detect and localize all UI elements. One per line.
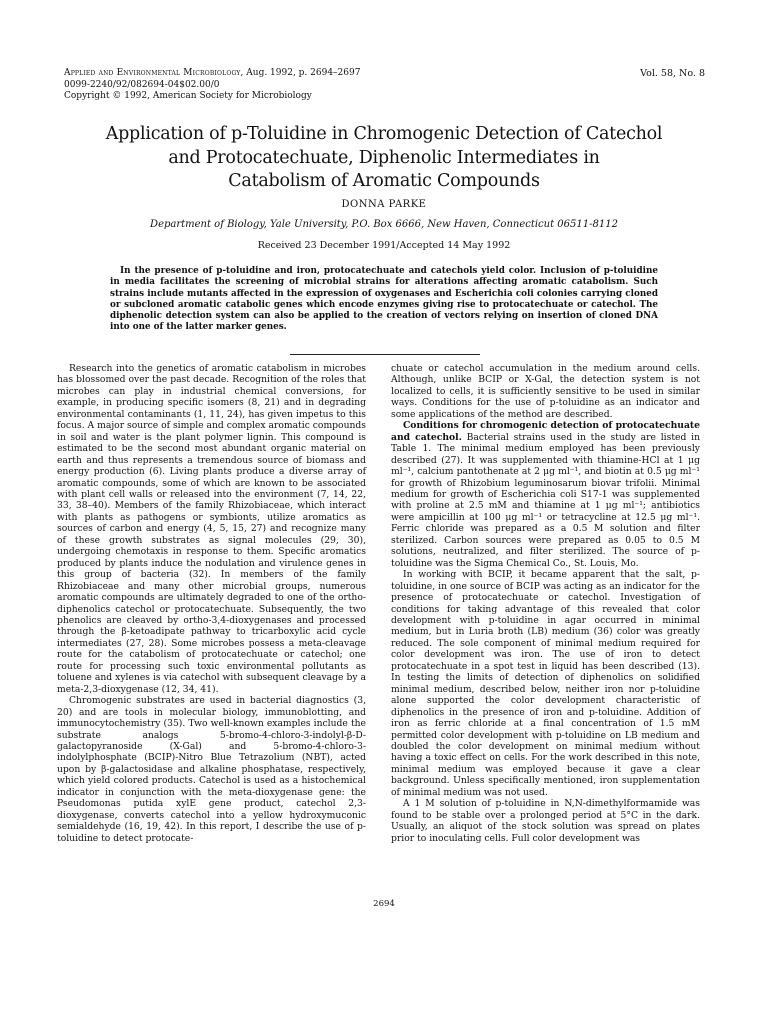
page-number: 2694 (373, 899, 395, 909)
section-divider (290, 354, 480, 355)
body-paragraph: Chromogenic substrates are used in bacterial diagnostics (3, 20) and are tools in molecular biology, immunoblotting, and immunocytochemistry (35). Two well-known examples include the substrate analogs 5-bromo-4-chloro-3-indolyl-β-D-galactopyranoside (X-Gal) and 5-bromo-4-chloro-3-indolylphosphate (BCIP)-Nitro Blue Tetrazolium (NBT), acted upon by β-galactosidase and alkaline phosphatase, respectively, which yield colored products. Catechol is used as a histochemical indicator in conjunction with the meta-dioxygenase gene: the Pseudomonas putida xylE gene product, catechol 2,3-dioxygenase, converts catechol into a yellow hydroxymuconic semialdehyde (16, 19, 42). In this report, I describe the use of p-toluidine to detect protocate- (57, 695, 366, 844)
author-name: DONNA PARKE (341, 199, 427, 210)
journal-name: Applied and Environmental Microbiology (64, 68, 241, 78)
journal-citation (64, 68, 524, 80)
right-column (391, 363, 700, 844)
title-line-3: Catabolism of Aromatic Compounds (228, 171, 540, 191)
volume-number: Vol. 58, No. 8 (640, 68, 705, 79)
body-paragraph (391, 420, 700, 569)
section-heading: Conditions for chromogenic detection of protocatechuate and catechol. (391, 420, 700, 443)
journal-code: 0099-2240/92/082694-04$02.00/0 (64, 79, 220, 90)
abstract: In the presence of p-toluidine and iron, protocatechuate and catechols yield color. Inclusion of p-toluidine in media facilitates the screening of microbial strains for alterations affecting aromatic catabolism. Such strains include mutants affected in the expression of oxygenases and Escherichia coli colonies carrying cloned or subcloned aromatic catabolic genes which encode enzymes giving rise to protocatechuate or catechol. The diphenolic detection system can also be applied to the creation of vectors relying on insertion of cloned DNA into one of the latter marker genes. (110, 266, 658, 333)
section-body: Bacterial strains used in the study are listed in Table 1. The minimal medium employed has been previously described (27). It was supplemented with thiamine-HCl at 1 μg ml⁻¹, calcium pantothenate at 2 μg ml⁻¹, and biotin at 0.5 μg ml⁻¹ for growth of Rhizobium leguminosarum biovar trifolii. Minimal medium for growth of Escherichia coli S17-1 was supplemented with proline at 2.5 mM and thiamine at 1 μg ml⁻¹; antibiotics were ampicillin at 100 μg ml⁻¹ or tetracycline at 12.5 μg ml⁻¹. Ferric chloride was prepared as a 0.5 M solution and filter sterilized. Carbon sources were prepared as 0.05 to 0.5 M solutions, neutralized, and filter sterilized. The source of p-toluidine was the Sigma Chemical Co., St. Louis, Mo. (391, 431, 700, 569)
left-column (57, 363, 366, 844)
body-paragraph: A 1 M solution of p-toluidine in N,N-dimethylformamide was found to be stable over a prolonged period at 5°C in the dark. Usually, an aliquot of the stock solution was spread on plates prior to inoculating cells. Full color development was (391, 798, 700, 844)
received-dates: Received 23 December 1991/Accepted 14 May 1992 (257, 240, 511, 251)
article-title (60, 123, 708, 194)
title-line-1: Application of p-Toluidine in Chromogenic Detection of Catechol (105, 124, 663, 144)
body-paragraph: In working with BCIP, it became apparent that the salt, p-toluidine, in one source of BCIP was acting as an indicator for the presence of protocatechuate or catechol. Investigation of conditions for taking advantage of this revealed that color development with p-toluidine in agar occurred in minimal medium, but in Luria broth (LB) medium (36) color was greatly reduced. The sole component of minimal medium required for color development was iron. The use of iron to detect protocatechuate in a spot test in liquid has been described (13). In testing the limits of detection of diphenolics on solidified minimal medium, described below, neither iron nor p-toluidine alone supported the color development characteristic of diphenolics in the presence of iron and p-toluidine. Addition of iron as ferric chloride at a final concentration of 1.5 mM permitted color development with p-toluidine on LB medium and doubled the color development on minimal medium without having a toxic effect on cells. For the work described in this note, minimal medium was employed because it gave a clear background. Unless specifically mentioned, iron supplementation of minimal medium was not used. (391, 569, 700, 798)
copyright-line: Copyright © 1992, American Society for Microbiology (64, 91, 312, 101)
journal-header (64, 68, 524, 103)
title-line-2: and Protocatechuate, Diphenolic Intermediates in (168, 147, 600, 168)
journal-issue: , Aug. 1992, p. 2694–2697 (240, 68, 361, 78)
body-paragraph: Research into the genetics of aromatic catabolism in microbes has blossomed over the past decade. Recognition of the roles that microbes can play in industrial chemical conversions, for example, in producing specific isomers (8, 21) and in degrading environmental contaminants (1, 11, 24), has given impetus to this focus. A major source of simple and complex aromatic compounds in soil and water is the plant polymer lignin. This compound is estimated to be the second most abundant organic material on earth and thus represents a tremendous source of biomass and energy production (6). Living plants produce a diverse array of aromatic compounds, some of which are known to be associated with plant cell walls or released into the environment (7, 14, 22, 33, 38–40). Members of the family Rhizobiaceae, which interact with plants as pathogens or symbionts, utilize aromatics as sources of carbon and energy (4, 5, 15, 27) and recognize many of these growth substrates as signal molecules (29, 30), undergoing chemotaxis in response to them. Specific aromatics produced by plants induce the nodulation and virulence genes in this group of bacteria (32). In members of the family Rhizobiaceae and many other microbial groups, numerous aromatic compounds are ultimately degraded to one of the ortho-diphenolics catechol or protocatechuate. Subsequently, the two phenolics are cleaved by ortho-3,4-dioxygenases and processed through the β-ketoadipate pathway to tricarboxylic acid cycle intermediates (27, 28). Some microbes possess a meta-cleavage route for the catabolism of protocatechuate or catechol; one route for processing such toxic environmental pollutants as toluene and xylenes is via catechol with subsequent cleavage by a meta-2,3-dioxygenase (12, 34, 41). (57, 363, 366, 695)
author-affiliation: Department of Biology, Yale University, P.O. Box 6666, New Haven, Connecticut 06511-8112 (150, 219, 618, 230)
body-paragraph: chuate or catechol accumulation in the medium around cells. Although, unlike BCIP or X-Gal, the detection system is not localized to cells, it is sufficiently sensitive to be used in similar ways. Conditions for the use of p-toluidine as an indicator and some applications of the method are described. (391, 363, 700, 420)
